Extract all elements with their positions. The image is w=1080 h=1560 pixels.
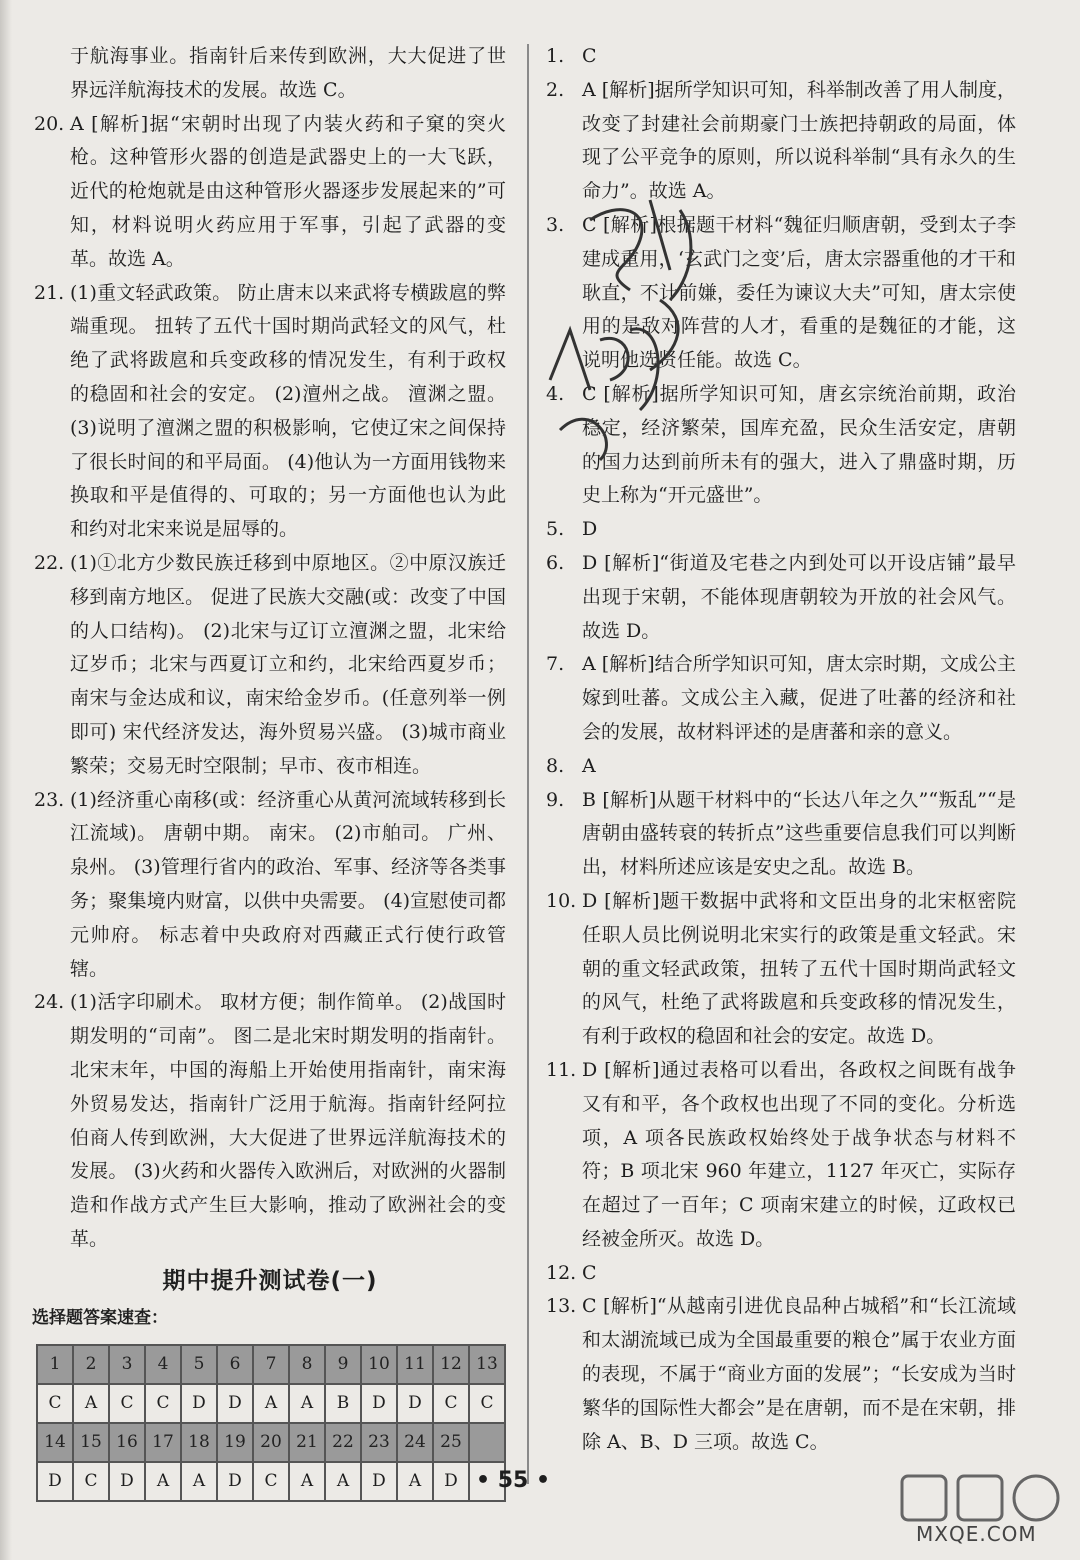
answer-item-7 [546,648,1016,749]
answer-cell: D [217,1462,253,1501]
column-divider [527,44,529,1484]
watermark-logo-icon [896,1470,1066,1526]
item-number: 21. [34,281,65,304]
answer-cell: D [217,1384,253,1423]
question-number-cell: 9 [325,1345,361,1384]
answer-cell: C [145,1384,181,1423]
item-number: 3. [546,213,565,236]
answer-cell: D [361,1462,397,1501]
item-number: 24. [34,991,65,1014]
answer-item-19-cont [34,40,506,108]
answer-item-4 [546,378,1016,513]
item-number: 11. [546,1058,577,1081]
answer-item-6 [546,547,1016,648]
item-number: 20. [34,112,65,135]
answer-item-8 [546,750,1016,784]
item-text: C [解析]根据题干材料“魏征归顺唐朝，受到太子李建成重用，‘玄武门之变’后，唐太宗器重他的才干和耿直，不计前嫌，委任为谏议大夫”可知，唐太宗使用的是敌对阵营的人才，看重的是魏征的才能，这说明他选贤任能。故选 C。 [582,213,1016,372]
answer-cell: A [289,1384,325,1423]
question-number-cell: 12 [433,1345,469,1384]
page-edge-shadow [0,0,12,1560]
item-text: A [解析]结合所学知识可知，唐太宗时期，文成公主嫁到吐蕃。文成公主入藏，促进了吐蕃的经济和社会的发展，故材料评述的是唐蕃和亲的意义。 [582,653,1016,743]
answer-item-3 [546,209,1016,378]
answer-cell: A [73,1384,109,1423]
item-text: D [解析]通过表格可以看出，各政权之间既有战争又有和平，各个政权也出现了不同的变化。分析选项，A 项各民族政权始终处于战争状态与材料不符；B 项北宋 960 年建立，1127 年灭亡，实际存在超过了一百年；C 项南宋建立的时候，辽政权已经被金所灭。故选 D。 [582,1058,1016,1250]
answer-cell: C [37,1384,73,1423]
item-text: C [582,1261,597,1284]
table-row-numbers-2 [37,1423,505,1462]
question-number-cell: 18 [181,1423,217,1462]
question-number-cell: 14 [37,1423,73,1462]
answer-item-5 [546,513,1016,547]
answer-item-24 [34,986,506,1256]
question-number-cell: 20 [253,1423,289,1462]
section-title: 期中提升测试卷(一) [162,1267,378,1294]
item-number: 8. [546,754,565,777]
item-text: (1)活字印刷术。 取材方便；制作简单。 (2)战国时期发明的“司南”。 图二是北宋时期发明的指南针。北宋末年，中国的海船上开始使用指南针，南宋海外贸易发达，指南针广泛用于航海。指南针经阿拉伯商人传到欧洲，大大促进了世界远洋航海技术的发展。 (3)火药和火器传入欧洲后，对欧洲的火器制造和作战方式产生巨大影响，推动了欧洲社会的变革。 [70,991,506,1250]
answer-cell: D [397,1384,433,1423]
table-row-answers-1 [37,1384,505,1423]
answer-cell: A [289,1462,325,1501]
item-number: 10. [546,889,577,912]
answer-cell: C [433,1384,469,1423]
item-number: 2. [546,78,565,101]
answer-cell: A [253,1384,289,1423]
answer-cell: D [181,1384,217,1423]
answer-cell: B [325,1384,361,1423]
question-number-cell: 15 [73,1423,109,1462]
item-text: D [解析]题干数据中武将和文臣出身的北宋枢密院任职人员比例说明北宋实行的政策是重文轻武。宋朝的重文轻武政策，扭转了五代十国时期尚武轻文的风气，杜绝了武将跋扈和兵变政移的情况发生，有利于政权的稳固和社会的安定。故选 D。 [582,889,1016,1048]
question-number-cell: 10 [361,1345,397,1384]
table-row-answers-2 [37,1462,505,1501]
answer-cell: A [325,1462,361,1501]
question-number-cell: 8 [289,1345,325,1384]
item-text: D [解析]“街道及宅巷之内到处可以开设店铺”最早出现于宋朝，不能体现唐朝较为开放的社会风气。故选 D。 [582,551,1016,642]
question-number-cell: 1 [37,1345,73,1384]
answer-cell: C [253,1462,289,1501]
answer-item-21 [34,277,506,547]
item-number: 12. [546,1261,577,1284]
question-number-cell: 11 [397,1345,433,1384]
answer-cell: D [361,1384,397,1423]
page-number: • 55 • [476,1468,551,1493]
answer-cell: A [181,1462,217,1501]
question-number-cell: 4 [145,1345,181,1384]
item-text: (1)①北方少数民族迁移到中原地区。②中原汉族迁移到南方地区。 促进了民族大交融(或：改变了中国的人口结构)。 (2)北宋与辽订立澶渊之盟，北宋给辽岁币；北宋与西夏订立和约，北宋给西夏岁币；南宋与金达成和议，南宋给金岁币。(任意列举一例即可) 宋代经济发达，海外贸易兴盛。 (3)城市商业繁荣；交易无时空限制；早市、夜市相连。 [70,551,506,777]
answer-cell: D [109,1462,145,1501]
item-number: 23. [34,788,65,811]
item-number: 22. [34,551,65,574]
question-number-cell: 25 [433,1423,469,1462]
question-number-cell: 23 [361,1423,397,1462]
question-number-cell: 19 [217,1423,253,1462]
answer-item-2 [546,74,1016,209]
answer-item-9 [546,784,1016,885]
answer-cell: C [109,1384,145,1423]
question-number-cell [469,1423,505,1462]
answer-item-11 [546,1054,1016,1257]
answer-item-1 [546,40,1016,74]
item-text: B [解析]从题干材料中的“长达八年之久”“叛乱”“是唐朝由盛转衰的转折点”这些重要信息我们可以判断出，材料所述应该是安史之乱。故选 B。 [582,788,1016,879]
question-number-cell: 7 [253,1345,289,1384]
answer-cell: A [145,1462,181,1501]
answer-item-20 [34,108,506,277]
table-caption: 选择题答案速查： [32,1308,168,1329]
left-column [34,40,506,1502]
watermark-logo [896,1470,1066,1550]
answer-cell: A [397,1462,433,1501]
question-number-cell: 6 [217,1345,253,1384]
answer-item-13 [546,1290,1016,1459]
question-number-cell: 17 [145,1423,181,1462]
item-number: 9. [546,788,565,811]
question-number-cell: 24 [397,1423,433,1462]
item-number: 1. [546,45,565,67]
watermark-text: MXQE.COM [916,1522,1037,1546]
item-number: 4. [546,382,565,405]
answer-cell: C [73,1462,109,1501]
item-number: 5. [546,518,565,541]
answer-item-12 [546,1257,1016,1291]
answer-table [36,1344,506,1502]
item-text: C [582,45,597,67]
question-number-cell: 21 [289,1423,325,1462]
answer-cell: C [469,1384,505,1423]
question-number-cell: 5 [181,1345,217,1384]
item-text: C [解析]“从越南引进优良品种占城稻”和“长江流域和太湖流域已成为全国最重要的粮仓”属于农业方面的表现，不属于“商业方面的发展”；“长安成为当时繁华的国际性大都会”是在唐朝，而不是在宋朝，排除 A、B、D 三项。故选 C。 [582,1295,1016,1453]
item-text: 于航海事业。指南针后来传到欧洲，大大促进了世界远洋航海技术的发展。故选 C。 [70,45,506,101]
question-number-cell: 3 [109,1345,145,1384]
item-number: 6. [546,551,565,574]
item-text: C [解析]据所学知识可知，唐玄宗统治前期，政治稳定，经济繁荣，国库充盈，民众生活安定，唐朝的国力达到前所未有的强大，进入了鼎盛时期，历史上称为“开元盛世”。 [582,382,1016,507]
answer-cell: D [433,1462,469,1501]
question-number-cell: 16 [109,1423,145,1462]
answer-item-10 [546,885,1016,1054]
item-text: A [解析]据“宋朝时出现了内装火药和子窠的突火枪。这种管形火器的创造是武器史上的一大飞跃，近代的枪炮就是由这种管形火器逐步发展起来的”可知，材料说明火药应用于军事，引起了武器的变革。故选 A。 [70,112,506,270]
right-column [546,40,1016,1459]
item-text: D [582,518,598,541]
question-number-cell: 22 [325,1423,361,1462]
item-text: (1)经济重心南移(或：经济重心从黄河流域转移到长江流域)。 唐朝中期。 南宋。 (2)市舶司。 广州、泉州。 (3)管理行省内的政治、军事、经济等各类事务；聚集境内财富，以供中央需要。 (4)宣慰使司都元帅府。 标志着中央政府对西藏正式行使行政管辖。 [70,788,506,980]
item-text: (1)重文轻武政策。 防止唐末以来武将专横跋扈的弊端重现。 扭转了五代十国时期尚武轻文的风气，杜绝了武将跋扈和兵变政移的情况发生，有利于政权的稳固和社会的安定。 (2)澶州之战。 澶渊之盟。 (3)说明了澶渊之盟的积极影响，它使辽宋之间保持了很长时间的和平局面。 (4)他认为一方面用钱物来换取和平是值得的、可取的；另一方面他也认为此和约对北宋来说是屈辱的。 [70,281,506,541]
table-row-numbers-1 [37,1345,505,1384]
item-text: A [解析]据所学知识可知，科举制改善了用人制度，改变了封建社会前期豪门士族把持朝政的局面，体现了公平竞争的原则，所以说科举制“具有永久的生命力”。故选 A。 [582,78,1016,203]
answer-item-23 [34,784,506,987]
item-number: 13. [546,1295,577,1318]
item-text: A [582,754,596,777]
question-number-cell: 2 [73,1345,109,1384]
item-number: 7. [546,653,565,676]
answer-cell: D [37,1462,73,1501]
question-number-cell: 13 [469,1345,505,1384]
answer-item-22 [34,547,506,784]
